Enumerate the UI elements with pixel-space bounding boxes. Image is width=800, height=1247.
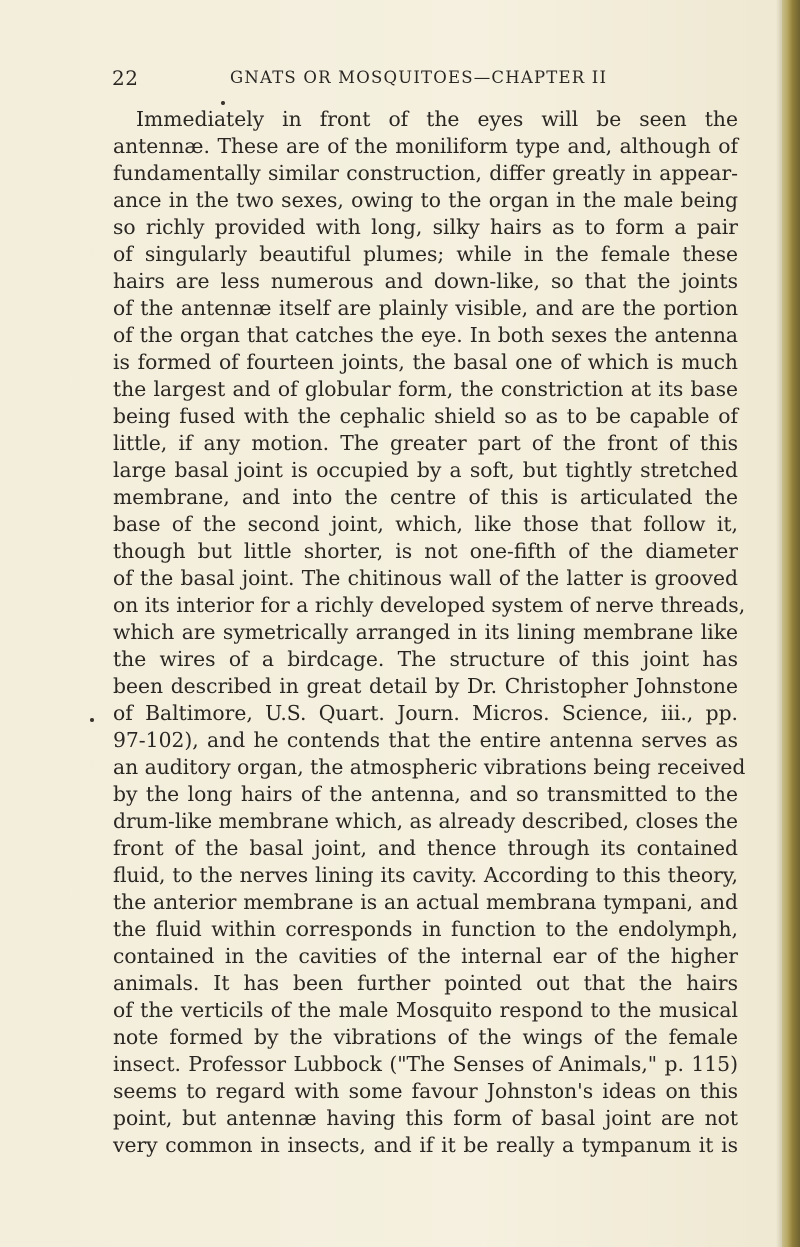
text-line: so richly provided with long, silky hairs as to form a pair [113, 215, 738, 239]
text-line: by the long hairs of the antenna, and so transmitted to the [113, 782, 738, 806]
text-line: of the antennæ itself are plainly visible, and are the portion [113, 296, 738, 320]
text-line: of the organ that catches the eye. In both sexes the antenna [113, 323, 738, 347]
text-line: little, if any motion. The greater part of the front of this [113, 431, 738, 455]
text-line: the largest and of globular form, the constriction at its base [113, 377, 738, 401]
text-line: on its interior for a richly developed system of nerve threads, [113, 593, 746, 617]
text-line: Immediately in front of the eyes will be seen the [136, 107, 738, 131]
text-line: point, but antennæ having this form of basal joint are not [113, 1106, 738, 1130]
text-line: been described in great detail by Dr. Christopher Johnstone [113, 674, 738, 698]
margin-mark [221, 101, 225, 105]
text-line: the anterior membrane is an actual membrana tympani, and [113, 890, 738, 914]
body-text [113, 106, 746, 1159]
text-line: the fluid within corresponds in function to the endolymph, [113, 917, 738, 941]
page-edge [782, 0, 800, 1247]
text-line: note formed by the vibrations of the wings of the female [113, 1025, 738, 1049]
text-line: insect. Professor Lubbock ("The Senses of Animals," p. 115) [113, 1052, 738, 1076]
text-line: which are symetrically arranged in its lining membrane like [113, 620, 738, 644]
text-line: contained in the cavities of the internal ear of the higher [113, 944, 738, 968]
text-line: animals. It has been further pointed out that the hairs [113, 971, 738, 995]
text-line: 97-102), and he contends that the entire antenna serves as [113, 728, 738, 752]
text-line: fundamentally similar construction, differ greatly in appear- [113, 161, 738, 185]
text-line: being fused with the cephalic shield so as to be capable of [113, 404, 738, 428]
text-line: an auditory organ, the atmospheric vibrations being received [113, 755, 746, 779]
margin-mark [90, 718, 94, 722]
text-line: though but little shorter, is not one-fifth of the diameter [113, 539, 738, 563]
text-line: drum-like membrane which, as already described, closes the [113, 809, 739, 833]
text-line: of singularly beautiful plumes; while in the female these [113, 242, 738, 266]
text-line: membrane, and into the centre of this is articulated the [113, 485, 738, 509]
text-line: base of the second joint, which, like those that follow it, [113, 512, 738, 536]
text-line: of the basal joint. The chitinous wall of the latter is grooved [113, 566, 738, 590]
page-number: 22 [112, 66, 139, 90]
text-line: fluid, to the nerves lining its cavity. According to this theory, [113, 863, 738, 887]
running-head: GNATS OR MOSQUITOES—CHAPTER II [230, 68, 608, 87]
text-line: very common in insects, and if it be really a tympanum it is [113, 1133, 738, 1157]
page-header [112, 66, 732, 92]
text-line: ance in the two sexes, owing to the organ in the male being [113, 188, 738, 212]
text-line: seems to regard with some favour Johnston's ideas on this [113, 1079, 738, 1103]
text-line: front of the basal joint, and thence through its contained [113, 836, 738, 860]
text-line: large basal joint is occupied by a soft, but tightly stretched [113, 458, 738, 482]
text-line: of Baltimore, U.S. Quart. Journ. Micros. Science, iii., pp. [113, 701, 738, 725]
text-line: antennæ. These are of the moniliform type and, although of [113, 134, 738, 158]
text-line: the wires of a birdcage. The structure of this joint has [113, 647, 738, 671]
text-line: of the verticils of the male Mosquito respond to the musical [113, 998, 738, 1022]
text-line: is formed of fourteen joints, the basal one of which is much [113, 350, 738, 374]
text-line: hairs are less numerous and down-like, so that the joints [113, 269, 738, 293]
